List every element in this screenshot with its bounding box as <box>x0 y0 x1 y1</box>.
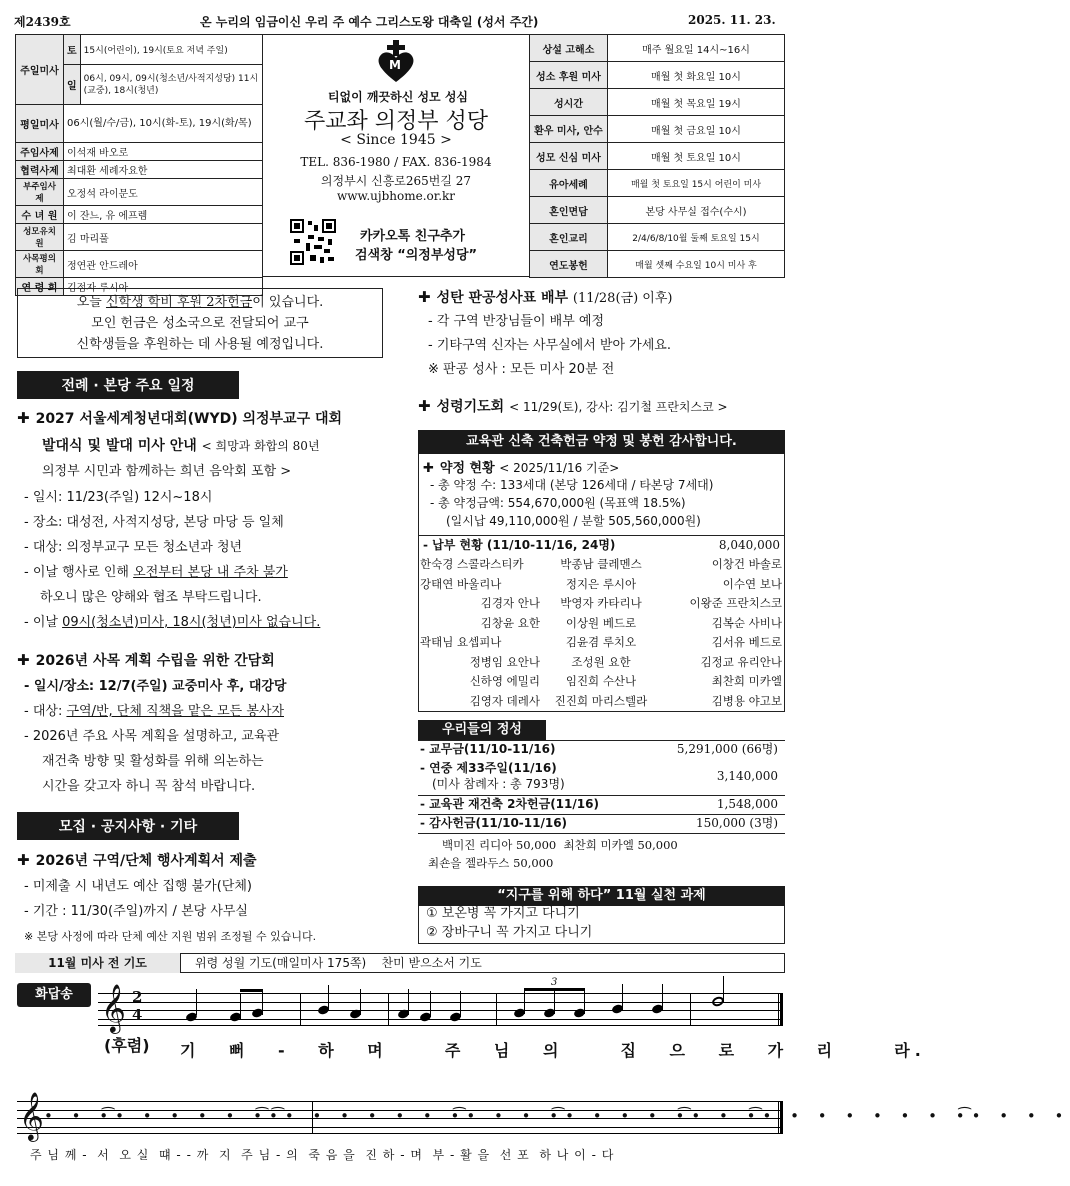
wyd-place: - 장소: 대성전, 사적지성당, 본당 마당 등 일체 <box>24 515 284 530</box>
music-staff-1 <box>98 993 783 1026</box>
staff-role: 연 령 회 <box>16 278 64 296</box>
offering-sub: (미사 참례자 : 총 793명) <box>432 777 565 791</box>
wyd-date: - 일시: 11/23(주일) 12시~18시 <box>24 490 213 505</box>
sacrament-schedule-table <box>529 34 785 278</box>
donor-name: 김서유 베드로 <box>711 635 782 649</box>
schedule-value: 2/4/6/8/10월 둘째 토요일 15시 <box>608 224 785 251</box>
offerings-rule <box>418 833 785 834</box>
staff-name: 이 잔느, 유 에프렘 <box>64 206 263 224</box>
plan-title-text: 2026년 사목 계획 수립을 위한 간담회 <box>35 653 275 669</box>
pledge-count: - 총 약정 수: 133세대 (본당 126세대 / 타본당 7세대) <box>430 478 714 492</box>
schedule-value: 매월 첫 토요일 10시 <box>608 143 785 170</box>
refrain-lyrics: 기 뻐 - 하 며 주 님 의 집 으 로 가 리 라. <box>180 1041 926 1060</box>
note-stem <box>524 988 525 1014</box>
staff-name: 김점자 루시아 <box>64 278 263 296</box>
final-barline <box>778 993 783 1026</box>
wyd-title-text: 발대식 및 발대 미사 안내 <box>42 438 197 454</box>
prayer-meeting-detail: < 11/29(토), 강사: 김기철 프란치스코 > <box>509 400 728 414</box>
note-stem <box>240 993 241 1019</box>
offering-label: - 교무금(11/10-11/16) <box>420 742 556 756</box>
offering-value: 5,291,000 (66명) <box>676 742 778 756</box>
prayer-text: 위령 성월 기도(매일미사 175쪽) 찬미 받으소서 기도 <box>195 956 482 970</box>
weekday-mass-label: 평일미사 <box>16 105 64 143</box>
donor-name: 최찬희 미카엘 <box>711 674 782 688</box>
mass-schedule-table <box>15 34 263 296</box>
liturgy-section-header: 전례 · 본당 주요 일정 <box>17 371 239 399</box>
note-stem <box>262 989 263 1015</box>
wyd-title-text: 2027 서울세계청년대회(WYD) 의정부교구 대회 <box>35 411 343 427</box>
event-plan-line-2: - 기간 : 11/30(주일)까지 / 본당 사무실 <box>24 904 248 919</box>
offerings-header: 우리들의 정성 <box>418 720 546 740</box>
pledge-title-text: 약정 현황 <box>439 461 495 476</box>
note-stem <box>408 989 409 1015</box>
donor-name: 정병임 요안나 <box>469 654 540 669</box>
note-stem <box>430 991 431 1017</box>
note-stem <box>328 985 329 1011</box>
earth-item-2: ② 장바구니 꼭 가지고 다니기 <box>426 925 593 940</box>
schedule-label: 유아세례 <box>530 170 608 197</box>
donor-name: 임진희 수산나 <box>565 674 637 688</box>
schedule-label: 성시간 <box>530 89 608 116</box>
verse-lyrics: 주 님 께 - 서 오 실 떄 - - 까 지 주 님 - 의 죽 음 을 진 하 - 며 부 - 활 을 선 포 하 나 이 - 다 <box>30 1148 615 1162</box>
donor-name: 박종남 클레멘스 <box>560 557 642 571</box>
note-stem <box>662 984 663 1010</box>
barline <box>690 993 691 1026</box>
treble-clef-icon: 𝄞 <box>19 1091 44 1140</box>
kakao-search-hint: 검색창 “의정부성당” <box>355 248 478 263</box>
note-stem <box>554 988 555 1014</box>
plan-target-highlight: 구역/반, 단체 직책을 맡은 모든 봉사자 <box>66 704 284 719</box>
ticket-line-1: - 각 구역 반장님들이 배부 예정 <box>428 314 605 329</box>
donor-name: 진진희 마리스텔라 <box>554 693 648 708</box>
event-plan-title-text: 2026년 구역/단체 행사계획서 제출 <box>35 853 257 869</box>
notice-text: 오늘 <box>76 295 106 310</box>
note-stem <box>460 991 461 1017</box>
beam <box>524 988 584 991</box>
pledge-date: < 2025/11/16 기준> <box>499 461 620 475</box>
cross-icon: ✚ <box>418 288 431 306</box>
staff-role: 성모유치원 <box>16 224 64 251</box>
offering-label: - 교육관 재건축 2차헌금(11/16) <box>420 797 599 811</box>
address: 의정부시 신흥로265번길 27 <box>320 174 472 188</box>
notice-text: 이 있습니다. <box>252 295 324 310</box>
saturday-label: 토 <box>64 35 81 65</box>
donor-name: 김정교 유리안나 <box>700 654 782 669</box>
schedule-label: 성모 신심 미사 <box>530 143 608 170</box>
since-label: < Since 1945 > <box>340 132 452 148</box>
paid-title: - 납부 현황 (11/10-11/16, 24명) <box>423 538 616 552</box>
plan-desc-2: 재건축 방향 및 활성화를 위해 의논하는 <box>42 754 264 769</box>
wyd-mass-text: - 이날 <box>24 615 63 630</box>
donor-name: 정지은 루시아 <box>565 576 637 591</box>
donor-name: 김경자 안나 <box>480 596 540 610</box>
psalm-label: 화답송 <box>17 983 91 1007</box>
chant-notes: • • •͡• • • • • •͡•͡• • • • • • •͡• • • •͡• • • • •͡• • •͡• • • • • • • •͡• • • • <box>44 1107 1070 1125</box>
note-stem <box>584 988 585 1014</box>
parish-motto: 티없이 깨끗하신 성모 성심 <box>327 90 469 104</box>
seminarian-notice-box <box>17 288 383 358</box>
pledge-amount: - 총 약정금액: 554,670,000원 (목표액 18.5%) <box>430 496 686 510</box>
earth-header: “지구를 위해 하다” 11월 실천 과제 <box>418 886 785 906</box>
donor-name: 곽태님 요셉피나 <box>420 635 502 649</box>
time-signature-bottom: 4 <box>132 1006 143 1024</box>
notice-highlight: 신학생 학비 후원 2차헌금 <box>105 295 253 310</box>
plan-target-text: - 대상: <box>24 704 67 719</box>
parish-name: 주교좌 의정부 성당 <box>303 109 488 134</box>
staff-role: 부주임사제 <box>16 179 64 206</box>
schedule-value: 매월 첫 화요일 10시 <box>608 62 785 89</box>
sunday-label: 일 <box>64 65 81 105</box>
barline <box>388 993 389 1026</box>
cross-icon: ✚ <box>17 409 30 427</box>
note-stem <box>196 989 197 1015</box>
barline <box>496 993 497 1026</box>
event-plan-title <box>17 848 257 873</box>
feast-title: 온 누리의 임금이신 우리 주 예수 그리스도왕 대축일 (성서 주간) <box>200 15 539 29</box>
staff-role: 주임사제 <box>16 143 64 161</box>
website[interactable]: www.ujbhome.or.kr <box>336 189 456 203</box>
sunday-times: 06시, 09시, 09시(청소년/사적지성당) 11시(교중), 18시(청년) <box>80 65 262 105</box>
schedule-label: 성소 후원 미사 <box>530 62 608 89</box>
bulletin-date: 2025. 11. 23. <box>688 13 776 27</box>
cross-icon: ✚ <box>17 851 30 869</box>
cross-icon: ✚ <box>423 461 434 476</box>
confession-ticket-title <box>418 285 672 311</box>
building-fund-header: 교육관 신축 건축헌금 약정 및 봉헌 감사합니다. <box>418 430 785 454</box>
donor-name: 이상원 베드로 <box>565 615 637 630</box>
ticket-line-2: - 기타구역 신자는 사무실에서 받아 가세요. <box>428 338 671 353</box>
schedule-value: 매주 월요일 14시~16시 <box>608 35 785 62</box>
staff-name: 이석재 바오로 <box>64 143 263 161</box>
schedule-label: 환우 미사, 안수 <box>530 116 608 143</box>
wyd-parking <box>24 562 288 584</box>
donor-name: 김창윤 요한 <box>480 615 540 630</box>
logo-letter: M <box>389 58 401 72</box>
wyd-parking-highlight: 오전부터 본당 내 주차 불가 <box>133 565 288 580</box>
note-stem <box>360 989 361 1015</box>
plan-title <box>17 648 275 673</box>
thanks-donors-1: 백미진 리디아 50,000 최찬희 미카엘 50,000 <box>442 838 678 852</box>
wyd-target: - 대상: 의정부교구 모든 청소년과 청년 <box>24 540 243 555</box>
donor-name: 이수연 보나 <box>722 576 782 591</box>
staff-role: 수 녀 원 <box>16 206 64 224</box>
cross-icon: ✚ <box>418 397 431 415</box>
donor-name: 박영자 카타리나 <box>560 596 642 610</box>
schedule-value: 매월 첫 토요일 15시 어린이 미사 <box>608 170 785 197</box>
saturday-times: 15시(어린이), 19시(토요 저녁 주일) <box>80 35 262 65</box>
barline <box>300 993 301 1026</box>
plan-date: - 일시/장소: 12/7(주일) 교중미사 후, 대강당 <box>24 679 287 694</box>
staff-name: 김 마리풀 <box>64 224 263 251</box>
note-stem <box>622 984 623 1010</box>
donor-name: 이창건 바솔로 <box>711 557 782 571</box>
plan-desc-1: - 2026년 주요 사목 계획을 설명하고, 교육관 <box>24 729 280 744</box>
prayer-label: 11월 미사 전 기도 <box>15 953 181 973</box>
treble-clef-icon: 𝄞 <box>101 983 126 1032</box>
offering-value: 3,140,000 <box>716 769 778 783</box>
prayer-meeting-title <box>418 394 728 419</box>
offering-label: - 감사헌금(11/10-11/16) <box>420 816 568 830</box>
donor-grid <box>420 555 782 711</box>
donor-name: 김복순 사비나 <box>711 615 782 630</box>
sunday-mass-label: 주일미사 <box>16 35 64 105</box>
schedule-label: 연도봉헌 <box>530 251 608 278</box>
offering-label: - 연중 제33주일(11/16) <box>420 761 557 775</box>
confession-ticket-text: 성탄 판공성사표 배부 <box>436 290 569 306</box>
wyd-mass-highlight: 09시(청소년)미사, 18시(청년)미사 없습니다. <box>62 615 321 630</box>
staff-name: 정연관 안드레아 <box>64 251 263 278</box>
wyd-parking-text: - 이날 행사로 인해 <box>24 565 134 580</box>
note-stem <box>723 976 724 1002</box>
ticket-line-3: ※ 판공 성사 : 모든 미사 20분 전 <box>428 362 615 377</box>
schedule-value: 매월 첫 금요일 10시 <box>608 116 785 143</box>
schedule-label: 혼인교리 <box>530 224 608 251</box>
staff-role: 협력사제 <box>16 161 64 179</box>
tel-fax: TEL. 836-1980 / FAX. 836-1984 <box>300 155 492 169</box>
confession-ticket-date: (11/28(금) 이후) <box>572 291 673 306</box>
offering-value: 150,000 (3명) <box>695 816 778 830</box>
schedule-label: 상설 고해소 <box>530 35 608 62</box>
donor-name: 김윤겸 루치오 <box>565 635 637 649</box>
earth-item-1: ① 보온병 꼭 가지고 다니기 <box>426 906 580 921</box>
time-signature-top: 2 <box>132 988 143 1006</box>
pledge-breakdown: (일시납 49,110,000원 / 분할 505,560,000원) <box>446 514 701 528</box>
wyd-mass-cancel <box>24 612 320 634</box>
qr-code-icon[interactable] <box>290 219 336 265</box>
donor-name: 이왕준 프란치스코 <box>689 596 782 610</box>
donor-name: 신하영 에밀리 <box>469 674 540 688</box>
paid-amount: 8,040,000 <box>718 538 780 552</box>
notice-line-3: 신학생들을 후원하는 데 사용될 예정입니다. <box>76 337 324 352</box>
issue-number: 제2439호 <box>14 15 71 29</box>
staff-name: 오정석 라이문도 <box>64 179 263 206</box>
wyd-title-2 <box>42 434 320 458</box>
event-plan-line-1: - 미제출 시 내년도 예산 집행 불가(단체) <box>24 879 252 894</box>
staff-role: 사목평의회 <box>16 251 64 278</box>
offering-value: 1,548,000 <box>716 797 778 811</box>
donor-name: 김영자 데레사 <box>469 693 540 708</box>
schedule-value: 매월 셋째 수요일 10시 미사 후 <box>608 251 785 278</box>
event-plan-line-3: ※ 본당 사정에 따라 단체 예산 지원 범위 조정될 수 있습니다. <box>24 930 317 943</box>
wyd-subtitle: < 희망과 화합의 80년 <box>201 439 320 453</box>
plan-target <box>24 701 284 723</box>
donor-name: 조성원 요한 <box>571 654 631 669</box>
schedule-value: 매월 첫 목요일 19시 <box>608 89 785 116</box>
schedule-label: 혼인면담 <box>530 197 608 224</box>
cross-icon: ✚ <box>17 651 30 669</box>
plan-desc-3: 시간을 갖고자 하니 꼭 참석 바랍니다. <box>42 779 256 794</box>
weekday-times: 06시(월/수/금), 10시(화-토), 19시(화/목) <box>64 105 263 143</box>
thanks-donors-2: 최숀을 젤라두스 50,000 <box>428 856 554 870</box>
beam <box>240 989 262 992</box>
refrain-label: (후렴) <box>104 1036 150 1055</box>
donor-name: 강태연 바울리나 <box>420 576 502 591</box>
schedule-value: 본당 사무실 접수(수시) <box>608 197 785 224</box>
donor-name: 김병용 야고보 <box>711 693 782 708</box>
staff-name: 최대환 세례자요한 <box>64 161 263 179</box>
triplet-mark: 3 <box>551 977 558 988</box>
notice-line-1 <box>18 292 382 313</box>
recruit-section-header: 모집 · 공지사항 · 기타 <box>17 812 239 840</box>
notice-line-2: 모인 헌금은 성소국으로 전달되어 교구 <box>91 316 309 331</box>
wyd-parking-2: 하오니 많은 양해와 협조 부탁드립니다. <box>40 590 262 605</box>
wyd-subtitle-2: 의정부 시민과 함께하는 희년 음악회 포함 > <box>42 464 292 479</box>
donor-name: 한숙경 스콜라스티카 <box>420 557 524 571</box>
kakao-add-friend: 카카오톡 친구추가 <box>360 229 465 244</box>
wyd-title <box>17 406 342 431</box>
prayer-meeting-text: 성령기도회 <box>436 399 505 415</box>
